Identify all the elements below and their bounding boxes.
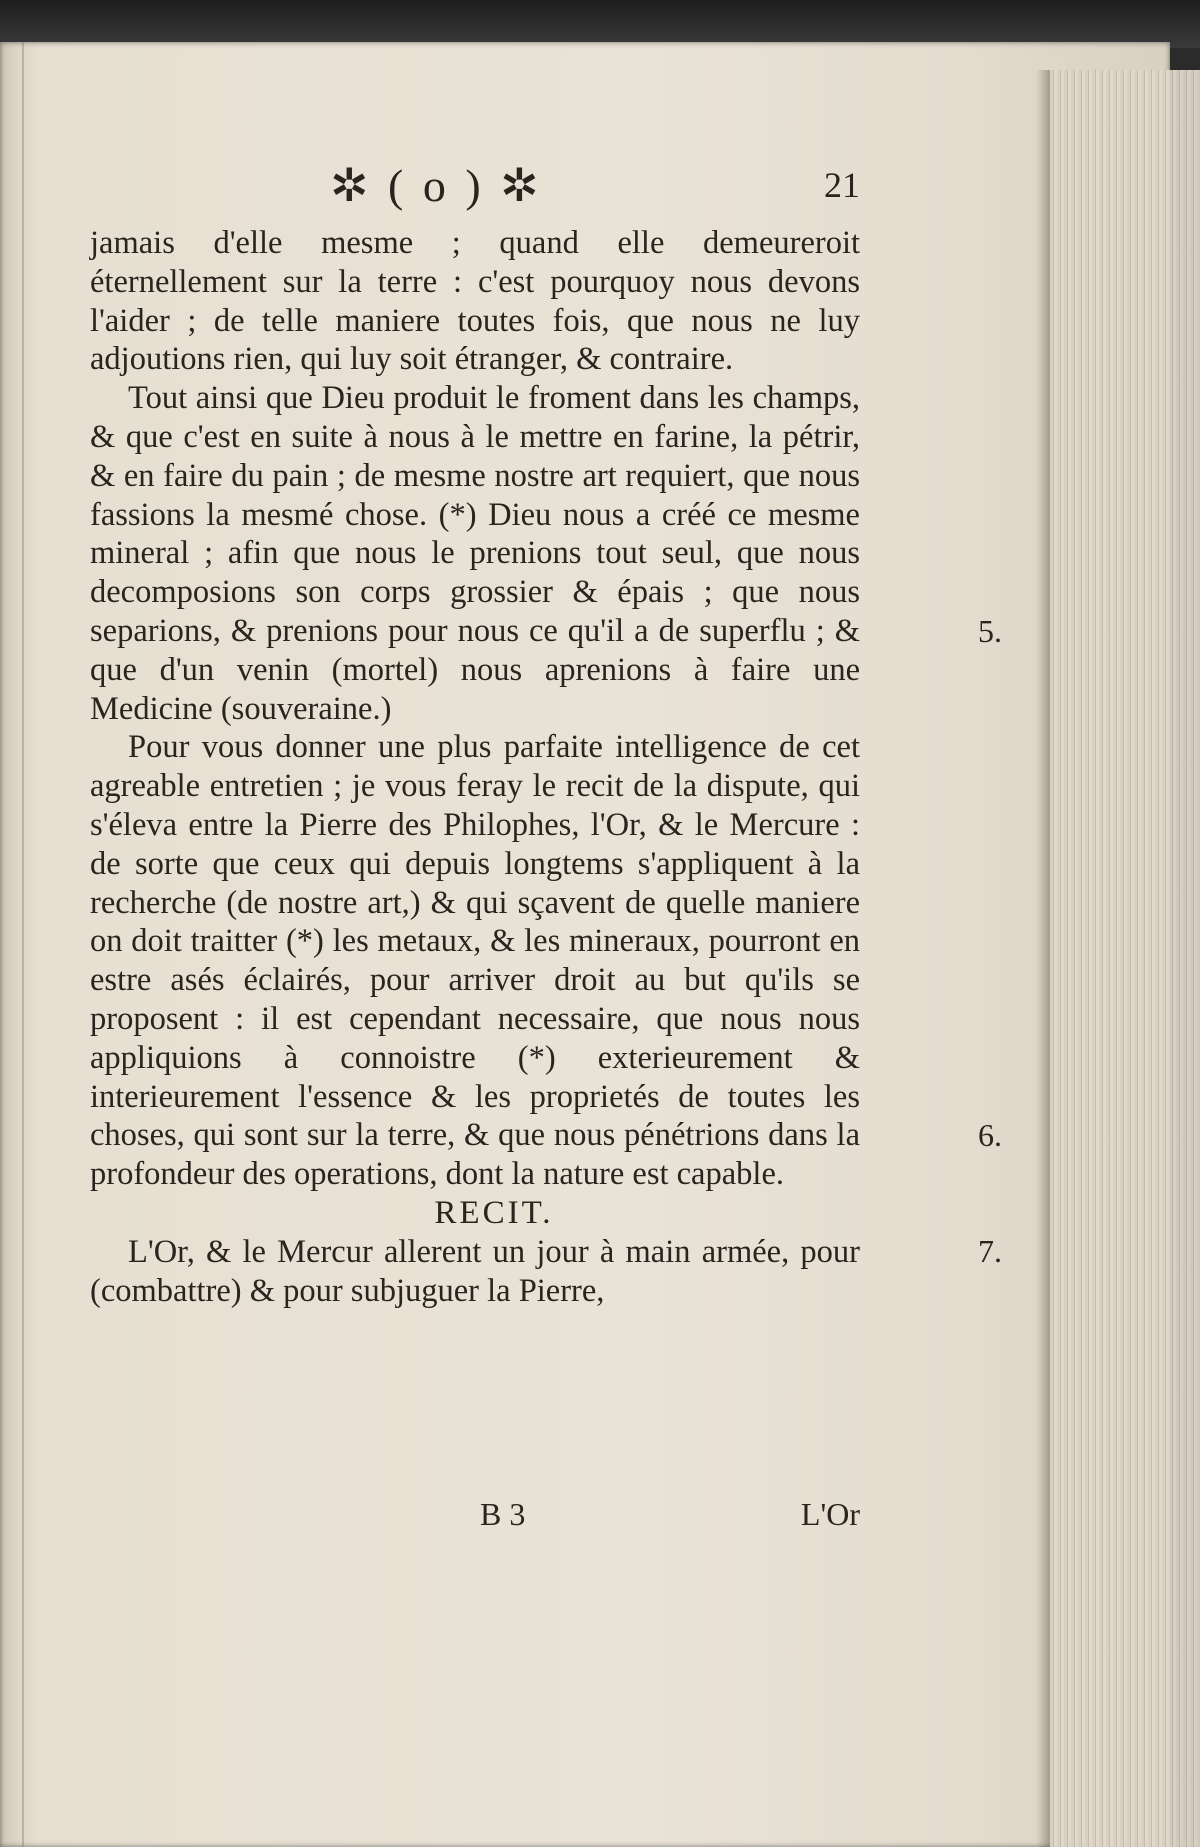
- page-stack-edge: [1050, 70, 1200, 1847]
- scan-top-edge: [0, 0, 1200, 48]
- page-footer: [90, 1496, 860, 1540]
- signature-mark: B 3: [480, 1496, 526, 1532]
- page-header: [90, 158, 860, 218]
- paragraph: L'Or, & le Mercur allerent un jour à main armée, pour (combattre) & pour subjuguer la Pierre,: [90, 1233, 860, 1309]
- gutter-line: [22, 42, 24, 1847]
- paragraph: Pour vous donner une plus parfaite intelligence de cet agreable entretien ; je vous feray le recit de la dispute, qui s'éleva entre la Pierre des Philophes, l'Or, & le Mercure : de sorte que ceux qui depuis longtems s'appliquent à la recherche (de nostre art,) & qui sçavent de quelle maniere on doit traitter (*) les metaux, & les mineraux, pourront en estre asés éclairés, pour arriver droit au but qu'ils se proposent : il est cependant necessaire, que nous nous appliquions à connoistre (*) exterieurement & interieurement l'essence & les proprietés de toutes les choses, qui sont sur la terre, & que nous pénétrions dans la profondeur des operations, dont la nature est capable.: [90, 729, 860, 1193]
- catchword: L'Or: [800, 1496, 860, 1532]
- running-head: ✲ ( o ) ✲: [330, 160, 543, 211]
- page-stack-shadow: [1036, 70, 1050, 1847]
- page-number: 21: [824, 165, 860, 205]
- margin-note-6: 6.: [978, 1117, 1002, 1153]
- body-text: [90, 224, 1002, 1310]
- section-heading: RECIT.: [434, 1194, 554, 1231]
- paragraph: Tout ainsi que Dieu produit le froment dans les champs, & que c'est en suite à nous à le mettre en farine, la pétrir, & en faire du pain ; de mesme nostre art requiert, que nous fassions la mesmé chose. (*) Dieu nous a créé ce mesme mineral ; afin que nous le prenions tout seul, que nous decomposions son corps grossier & épais ; que nous separions, & prenions pour nous ce qu'il a de superflu ; & que d'un venin (mortel) nous aprenions à faire une Medicine (souveraine.): [90, 380, 860, 727]
- margin-note-7: 7.: [978, 1233, 1002, 1269]
- margin-note-5: 5.: [978, 613, 1002, 649]
- paragraph: jamais d'elle mesme ; quand elle demeureroit éternellement sur la terre : c'est pourquoy nous devons l'aider ; de telle maniere toutes fois, que nous ne luy adjoutions rien, qui luy soit étranger, & contraire.: [90, 225, 860, 378]
